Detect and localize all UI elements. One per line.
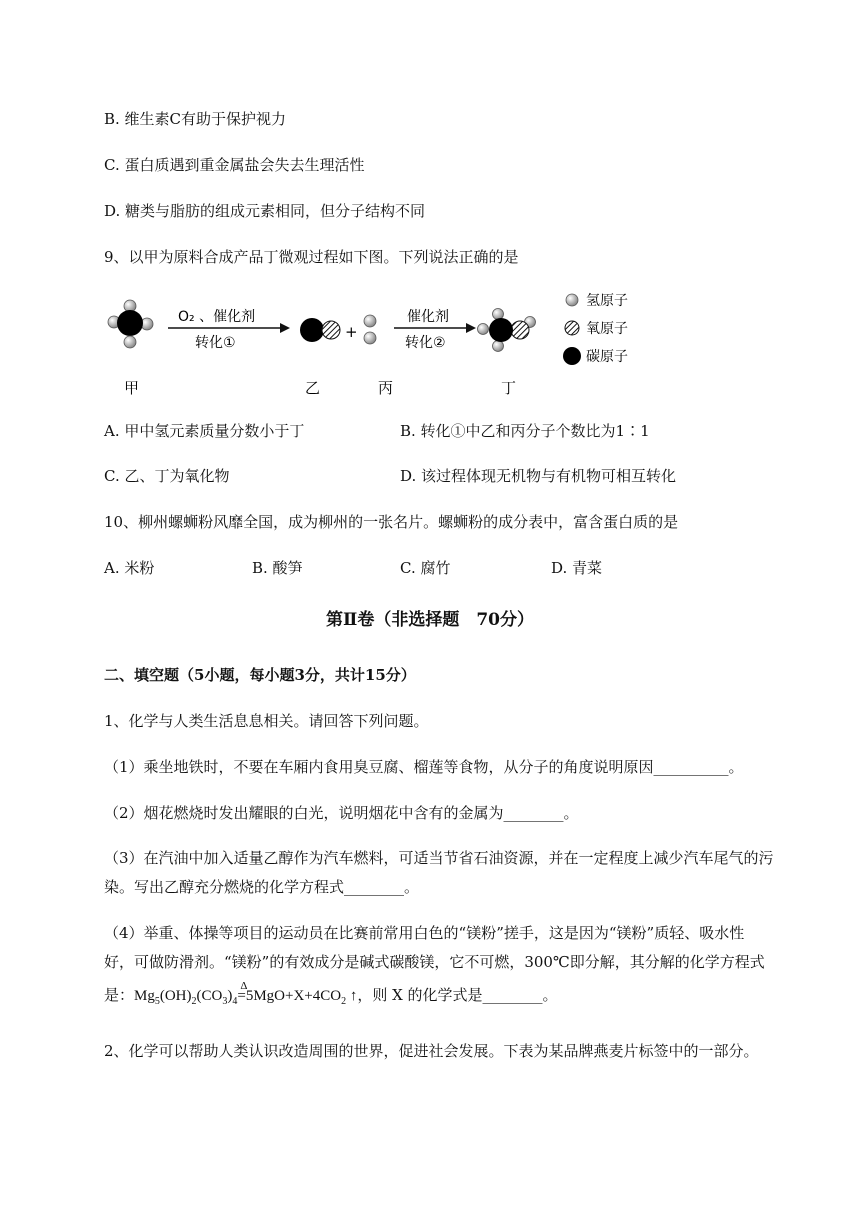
option-9a: A. 甲中氢元素质量分数小于丁 <box>104 422 305 440</box>
option-10a: A. 米粉 <box>104 559 155 577</box>
question-10: 10、柳州螺蛳粉风靡全国，成为柳州的一张名片。螺蛳粉的成分表中，富含蛋白质的是 <box>104 513 679 531</box>
option-8c: C. 蛋白质遇到重金属盐会失去生理活性 <box>104 156 365 174</box>
question-9: 9、以甲为原料合成产品丁微观过程如下图。下列说法正确的是 <box>104 248 519 266</box>
label-bing: 丙 <box>378 379 394 397</box>
question-1-part-4-line-3 <box>104 980 558 1013</box>
molecule-yi <box>300 318 340 342</box>
question-1-part-4-line-1: （4）举重、体操等项目的运动员在比赛前常用白色的“镁粉”搓手，这是因为“镁粉”质轻、吸水性 <box>104 924 745 942</box>
label-ding: 丁 <box>501 379 517 397</box>
arrow-conversion-2 <box>394 308 476 351</box>
option-8d: D. 糖类与脂肪的组成元素相同，但分子结构不同 <box>104 202 426 220</box>
option-8b: B. 维生素C有助于保护视力 <box>104 110 287 128</box>
option-10c: C. 腐竹 <box>400 559 451 577</box>
equation-prefix: 是： <box>104 986 135 1004</box>
svg-text:转化②: 转化② <box>405 335 446 351</box>
label-jia: 甲 <box>124 379 140 397</box>
molecule-jia <box>108 300 153 348</box>
option-9c: C. 乙、丁为氧化物 <box>104 467 230 485</box>
svg-text:氧原子: 氧原子 <box>586 321 628 337</box>
option-9b: B. 转化①中乙和丙分子个数比为1∶1 <box>400 422 650 440</box>
legend <box>563 293 628 365</box>
equation-suffix: ，则 X 的化学式是________。 <box>357 986 558 1004</box>
arrow-conversion-1 <box>168 308 290 351</box>
plus-sign: + <box>345 323 358 341</box>
svg-text:碳原子: 碳原子 <box>586 349 628 365</box>
question-1: 1、化学与人类生活息息相关。请回答下列问题。 <box>104 712 429 730</box>
part-2-title: 第Ⅱ卷（非选择题 70分） <box>326 610 534 630</box>
option-10d: D. 青菜 <box>551 559 603 577</box>
option-9d: D. 该过程体现无机物与有机物可相互转化 <box>400 467 677 485</box>
molecule-bing <box>364 315 376 344</box>
question-1-part-2: （2）烟花燃烧时发出耀眼的白光，说明烟花中含有的金属为________。 <box>104 804 579 822</box>
question-1-part-1: （1）乘坐地铁时，不要在车厢内食用臭豆腐、榴莲等食物，从分子的角度说明原因__________。 <box>104 758 744 776</box>
label-yi: 乙 <box>305 379 321 397</box>
svg-text:氢原子: 氢原子 <box>586 293 628 309</box>
heat-condition: Δ = <box>237 980 248 1004</box>
section-heading-fill-in: 二、填空题（5小题，每小题3分，共计15分） <box>104 666 416 684</box>
question-1-part-3-line-1: （3）在汽油中加入适量乙醇作为汽车燃料，可适当节省石油资源，并在一定程度上减少汽车尾气的污 <box>104 849 774 867</box>
option-10b: B. 酸笋 <box>252 559 303 577</box>
decomposition-equation: $Mg_5(OH)_2(CO_3)_4$ Δ $=5MgO+X+4CO_2$ ↑ <box>134 980 358 1007</box>
question-1-part-3-line-2: 染。写出乙醇充分燃烧的化学方程式________。 <box>104 878 420 896</box>
question-2: 2、化学可以帮助人类认识改造周围的世界，促进社会发展。下表为某品牌燕麦片标签中的一部分。 <box>104 1042 759 1060</box>
svg-text:转化①: 转化① <box>195 335 236 351</box>
question-1-part-4-line-2: 好，可做防滑剂。“镁粉”的有效成分是碱式碳酸镁，它不可燃，300℃即分解，其分解的化学方程式 <box>104 953 765 971</box>
molecule-ding <box>478 309 536 352</box>
svg-text:O₂ 、催化剂: O₂ 、催化剂 <box>178 309 256 325</box>
svg-text:催化剂: 催化剂 <box>407 309 449 325</box>
reaction-diagram <box>100 285 660 400</box>
